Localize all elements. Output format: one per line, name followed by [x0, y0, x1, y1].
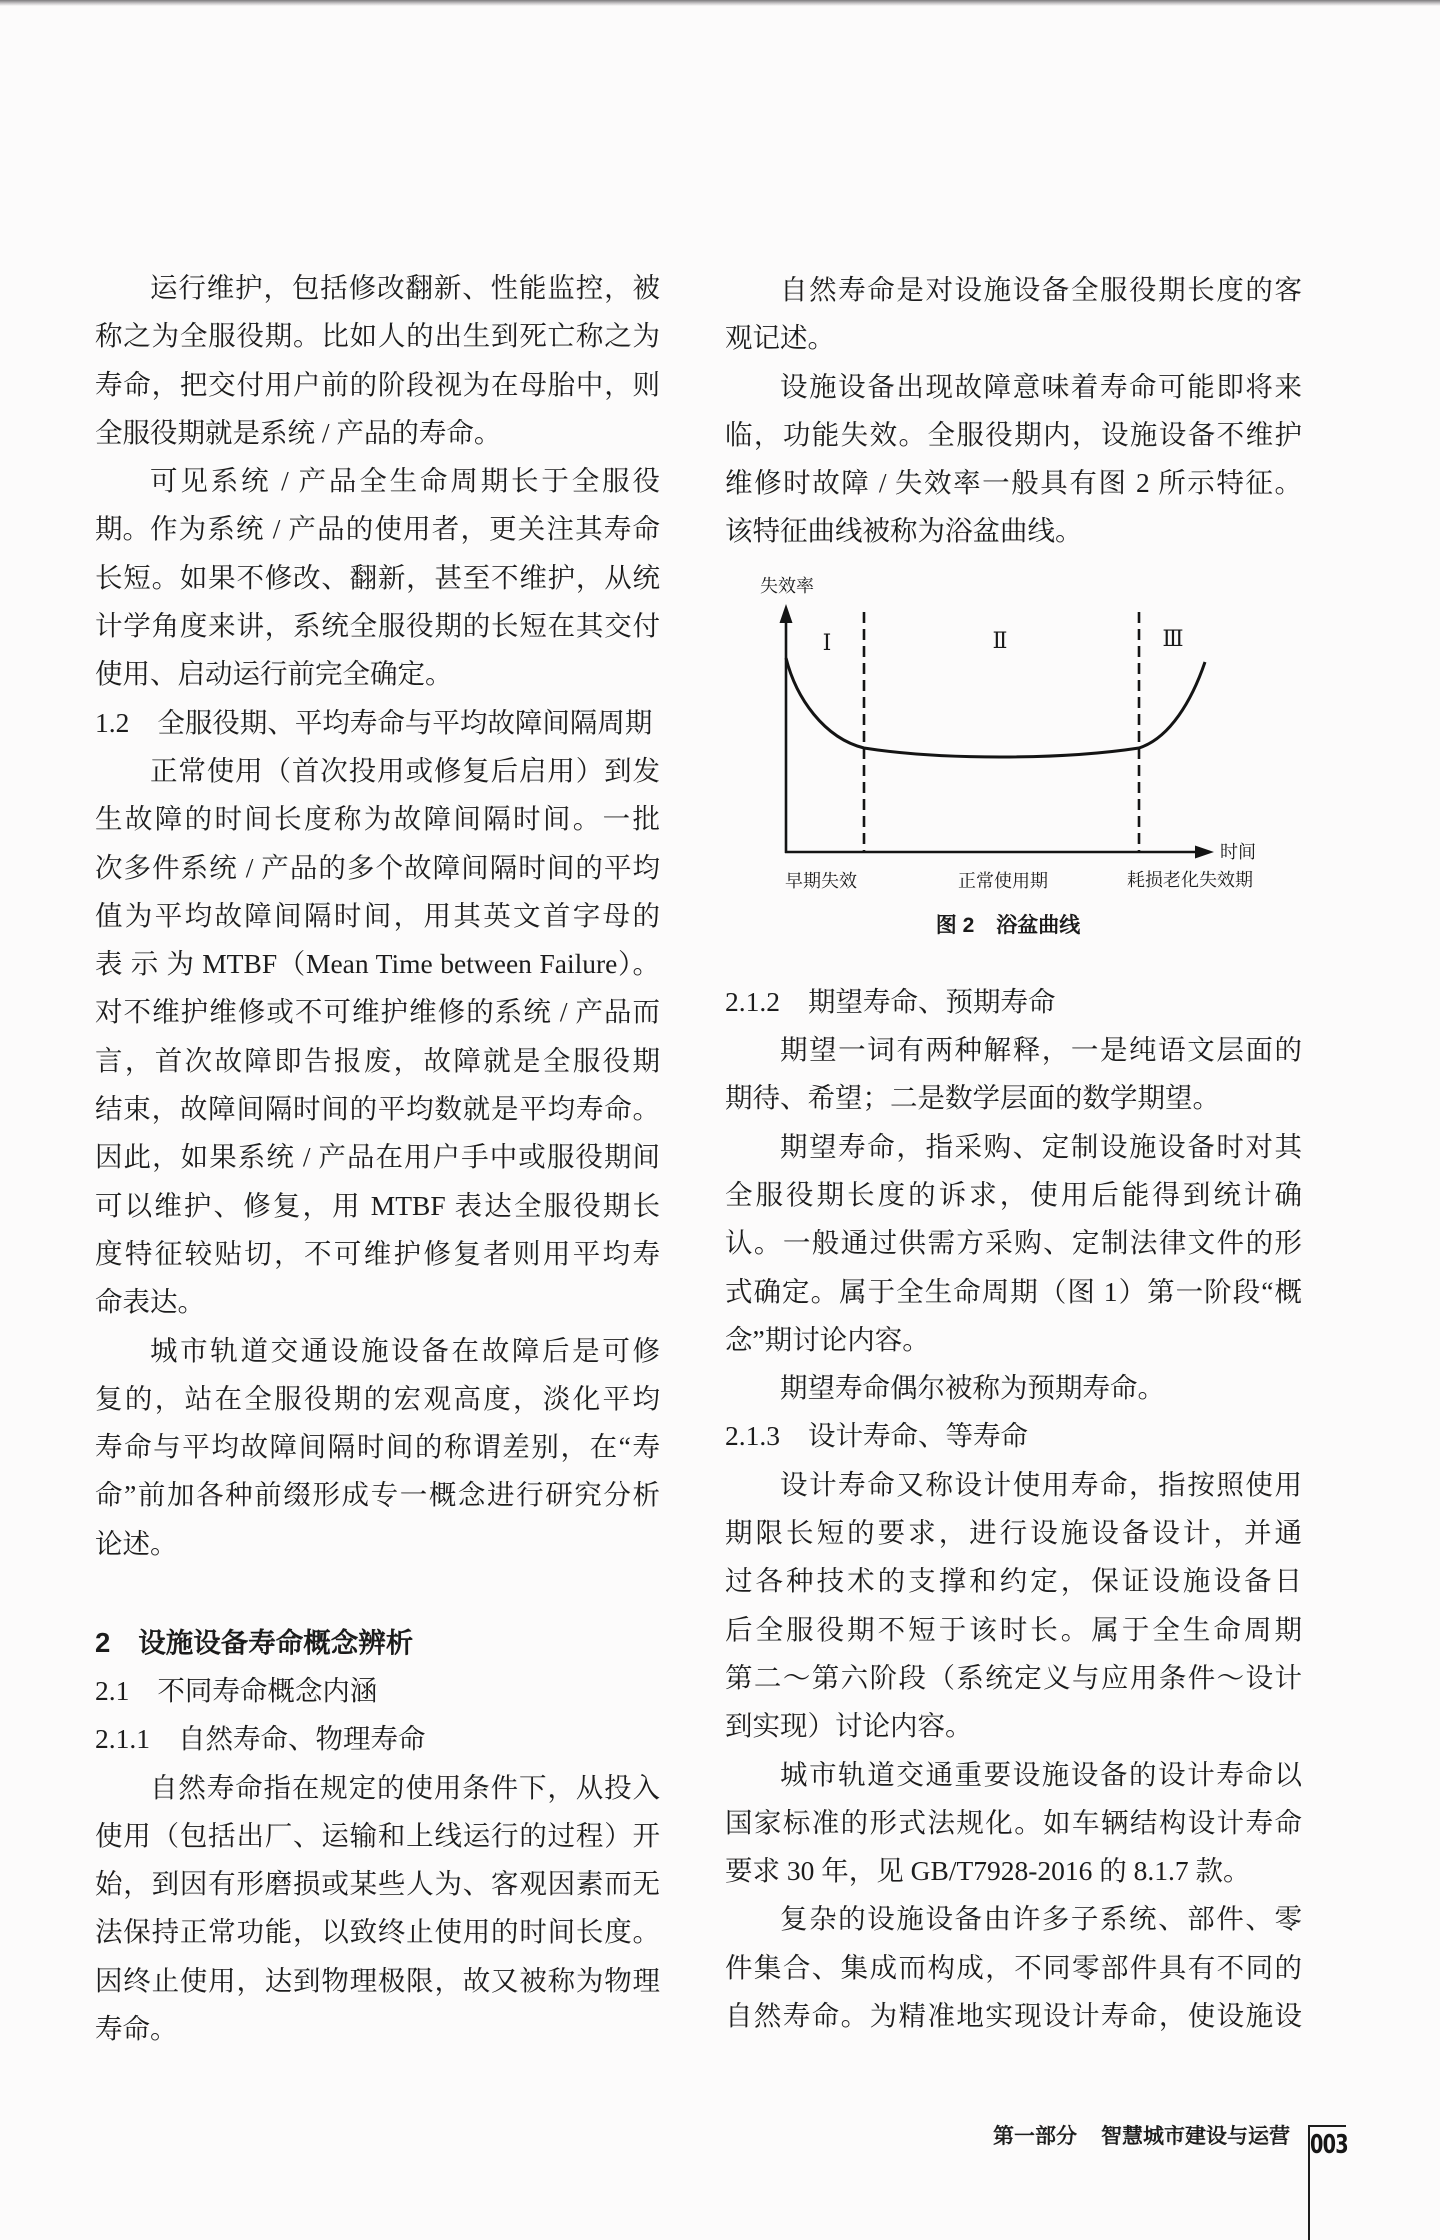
text-line: 使用、启动运行前完全确定。 [95, 658, 453, 690]
text-line: 计学角度来讲，系统全服役期的长短在其交付 [95, 610, 660, 642]
text-line: 要求 30 年，见 GB/T7928-2016 的 8.1.7 款。 [725, 1855, 1251, 1887]
text-line: 表 示 为 MTBF（Mean Time between Failure）。 [95, 948, 660, 980]
heading-number: 2.1.2 [725, 985, 780, 1017]
x-axis-label: 时间 [1220, 841, 1256, 862]
running-footer [993, 2124, 1290, 2150]
failure-rate-curve [786, 658, 1205, 757]
text-line: 论述。 [95, 1527, 178, 1559]
text-line: 寿命。 [95, 2013, 178, 2045]
text-line: 期望一词有两种解释，一是纯语文层面的 [780, 1034, 1302, 1066]
text-line: 对不维护维修或不可维护维修的系统 / 产品而 [95, 996, 660, 1028]
text-line: 自然寿命是对设施设备全服役期长度的客 [780, 274, 1302, 305]
paragraph [725, 266, 1302, 363]
text-line: 自然寿命指在规定的使用条件下，从投入 [150, 1771, 660, 1803]
text-line: 次多件系统 / 产品的多个故障间隔时间的平均 [95, 851, 660, 883]
heading-number: 2.1.3 [725, 1420, 780, 1452]
phase-label-early-failure: 早期失效 [785, 870, 857, 891]
text-line: 生故障的时间长度称为故障间隔时间。一批 [95, 803, 660, 835]
text-line: 始，到因有形磨损或某些人为、客观因素而无 [95, 1868, 660, 1900]
text-line: 该特征曲线被称为浴盆曲线。 [725, 515, 1083, 547]
subsubsection-heading-2-1-2 [725, 978, 1302, 1026]
text-line: 寿命与平均故障间隔时间的称谓差别，在“寿 [95, 1431, 660, 1463]
text-line: 度特征较贴切，不可维护修复者则用平均寿 [95, 1237, 660, 1269]
paragraph [95, 1764, 660, 2054]
text-line: 值为平均故障间隔时间，用其英文首字母的 [95, 899, 660, 931]
text-line: 复的，站在全服役期的宏观高度，淡化平均 [95, 1382, 660, 1414]
figure-bathtub-curve [725, 556, 1302, 978]
text-line: 第二～第六阶段（系统定义与应用条件～设计 [725, 1661, 1302, 1693]
right-column [725, 266, 1302, 2040]
heading-title: 全服役期、平均寿命与平均故障间隔周期 [157, 706, 653, 738]
text-line: 可以维护、修复，用 MTBF 表达全服役期长 [95, 1189, 660, 1221]
text-line: 式确定。属于全生命周期（图 1）第一阶段“概 [725, 1275, 1302, 1307]
heading-title: 设计寿命、等寿命 [808, 1420, 1028, 1452]
paragraph [95, 505, 660, 698]
x-axis-arrowhead [1195, 845, 1214, 858]
paragraph [725, 1751, 1302, 1896]
text-line: 言，首次故障即告报废，故障就是全服役期 [95, 1044, 660, 1076]
text-line: 期限长短的要求，进行设施设备设计，并通 [725, 1517, 1302, 1549]
text-line: 城市轨道交通重要设施设备的设计寿命以 [780, 1758, 1302, 1790]
text-line: 称之为全服役期。比如人的出生到死亡称之为 [95, 320, 660, 352]
figure-title: 浴盆曲线 [996, 913, 1081, 937]
y-axis-arrowhead [780, 604, 793, 623]
text-line: 长短。如果不修改、翻新，甚至不维护，从统 [95, 561, 660, 593]
paragraph [725, 1364, 1302, 1412]
paragraph [95, 264, 660, 457]
subsection-heading-1-2 [95, 699, 660, 747]
text-line: 后全服役期不短于该时长。属于全生命周期 [725, 1613, 1302, 1645]
text-line: 城市轨道交通设施设备在故障后是可修 [150, 1334, 660, 1366]
text-line: 结束，故障间隔时间的平均数就是平均寿命。 [95, 1093, 660, 1125]
paragraph [725, 1123, 1302, 1364]
text-line: 期望寿命，指采购、定制设施设备时对其 [780, 1130, 1302, 1162]
text-line: 国家标准的形式法规化。如车辆结构设计寿命 [725, 1806, 1302, 1838]
heading-number: 2.1 [95, 1675, 130, 1706]
section-heading-2 [95, 1619, 660, 1667]
text-line: 念”期讨论内容。 [725, 1323, 930, 1355]
text-line: 观记述。 [725, 322, 835, 354]
text-line: 命”前加各种前缀形成专一概念进行研究分析 [95, 1479, 660, 1511]
heading-number: 2 [95, 1626, 111, 1658]
heading-title: 设施设备寿命概念辨析 [138, 1626, 414, 1658]
phase-label-normal-use: 正常使用期 [958, 870, 1048, 891]
bathtub-curve-diagram [740, 560, 1300, 950]
text-line: 件集合、集成而构成，不同零部件具有不同的 [725, 1951, 1302, 1983]
paragraph [725, 363, 1302, 556]
heading-number: 2.1.1 [95, 1723, 150, 1755]
text-line: 到实现）讨论内容。 [725, 1710, 973, 1742]
heading-title: 不同寿命概念内涵 [157, 1675, 378, 1706]
paragraph [725, 1461, 1302, 1751]
footer-part-title: 智慧城市建设与运营 [1101, 2125, 1290, 2148]
text-line: 设施设备出现故障意味着寿命可能即将来 [780, 370, 1302, 402]
phase-numeral-2: Ⅱ [992, 628, 1008, 654]
text-line: 全服役期长度的诉求，使用后能得到统计确 [725, 1178, 1302, 1210]
phase-numeral-1: Ⅰ [822, 630, 832, 656]
heading-title: 自然寿命、物理寿命 [178, 1723, 426, 1755]
text-line: 认。一般通过供需方采购、定制法律文件的形 [725, 1227, 1302, 1259]
footer-part-label: 第一部分 [993, 2125, 1077, 2148]
text-line: 期待、希望；二是数学层面的数学期望。 [725, 1082, 1220, 1114]
scan-edge-shadow [0, 0, 1440, 6]
text-line: 因终止使用，达到物理极限，故又被称为物理 [95, 1964, 660, 1996]
phase-label-wear-out: 耗损老化失效期 [1127, 869, 1253, 890]
text-line: 寿命，把交付用户前的阶段视为在母胎中，则 [95, 368, 660, 400]
paragraph [95, 747, 660, 1327]
subsubsection-heading-2-1-3 [725, 1412, 1302, 1460]
paragraph [95, 1327, 660, 1568]
text-line: 可见系统 / 产品全生命周期长于全服役期。 [95, 465, 660, 545]
phase-numeral-3: Ⅲ [1162, 626, 1184, 652]
text-line: 期望寿命偶尔被称为预期寿命。 [780, 1372, 1165, 1404]
text-line: 复杂的设施设备由许多子系统、部件、零 [780, 1903, 1302, 1935]
left-column [95, 264, 660, 2053]
text-line: 正常使用（首次投用或修复后启用）到发 [150, 754, 660, 786]
text-line: 运行维护，包括修改翻新、性能监控，被 [150, 272, 660, 303]
text-line: 自然寿命。为精准地实现设计寿命，使设施设 [725, 2000, 1302, 2032]
text-line: 作为系统 / 产品的使用者，更关注其寿命 [150, 513, 660, 545]
figure-number: 图 2 [935, 913, 975, 937]
text-line: 设计寿命又称设计使用寿命，指按照使用 [780, 1468, 1302, 1500]
subsection-heading-2-1 [95, 1667, 660, 1715]
page-number: 003 [1310, 2130, 1348, 2160]
heading-number: 1.2 [95, 706, 130, 738]
text-line: 过各种技术的支撑和约定，保证设施设备日 [725, 1565, 1302, 1597]
text-line: 法保持正常功能，以致终止使用的时间长度。 [95, 1916, 660, 1948]
figure-caption [936, 913, 1082, 937]
paragraph [725, 1895, 1302, 2040]
text-line: 维修时故障 / 失效率一般具有图 2 所示特征。 [725, 467, 1302, 499]
text-line: 临，功能失效。全服役期内，设施设备不维护 [725, 418, 1302, 450]
subsubsection-heading-2-1-1 [95, 1715, 660, 1763]
paragraph [725, 1026, 1302, 1123]
heading-title: 期望寿命、预期寿命 [808, 985, 1056, 1017]
text-line: 命表达。 [95, 1286, 205, 1318]
text-line: 使用（包括出厂、运输和上线运行的过程）开 [95, 1819, 660, 1851]
text-line: 全服役期就是系统 / 产品的寿命。 [95, 416, 502, 448]
text-line: 因此，如果系统 / 产品在用户手中或服役期间 [95, 1141, 660, 1173]
y-axis-label: 失效率 [760, 575, 814, 596]
